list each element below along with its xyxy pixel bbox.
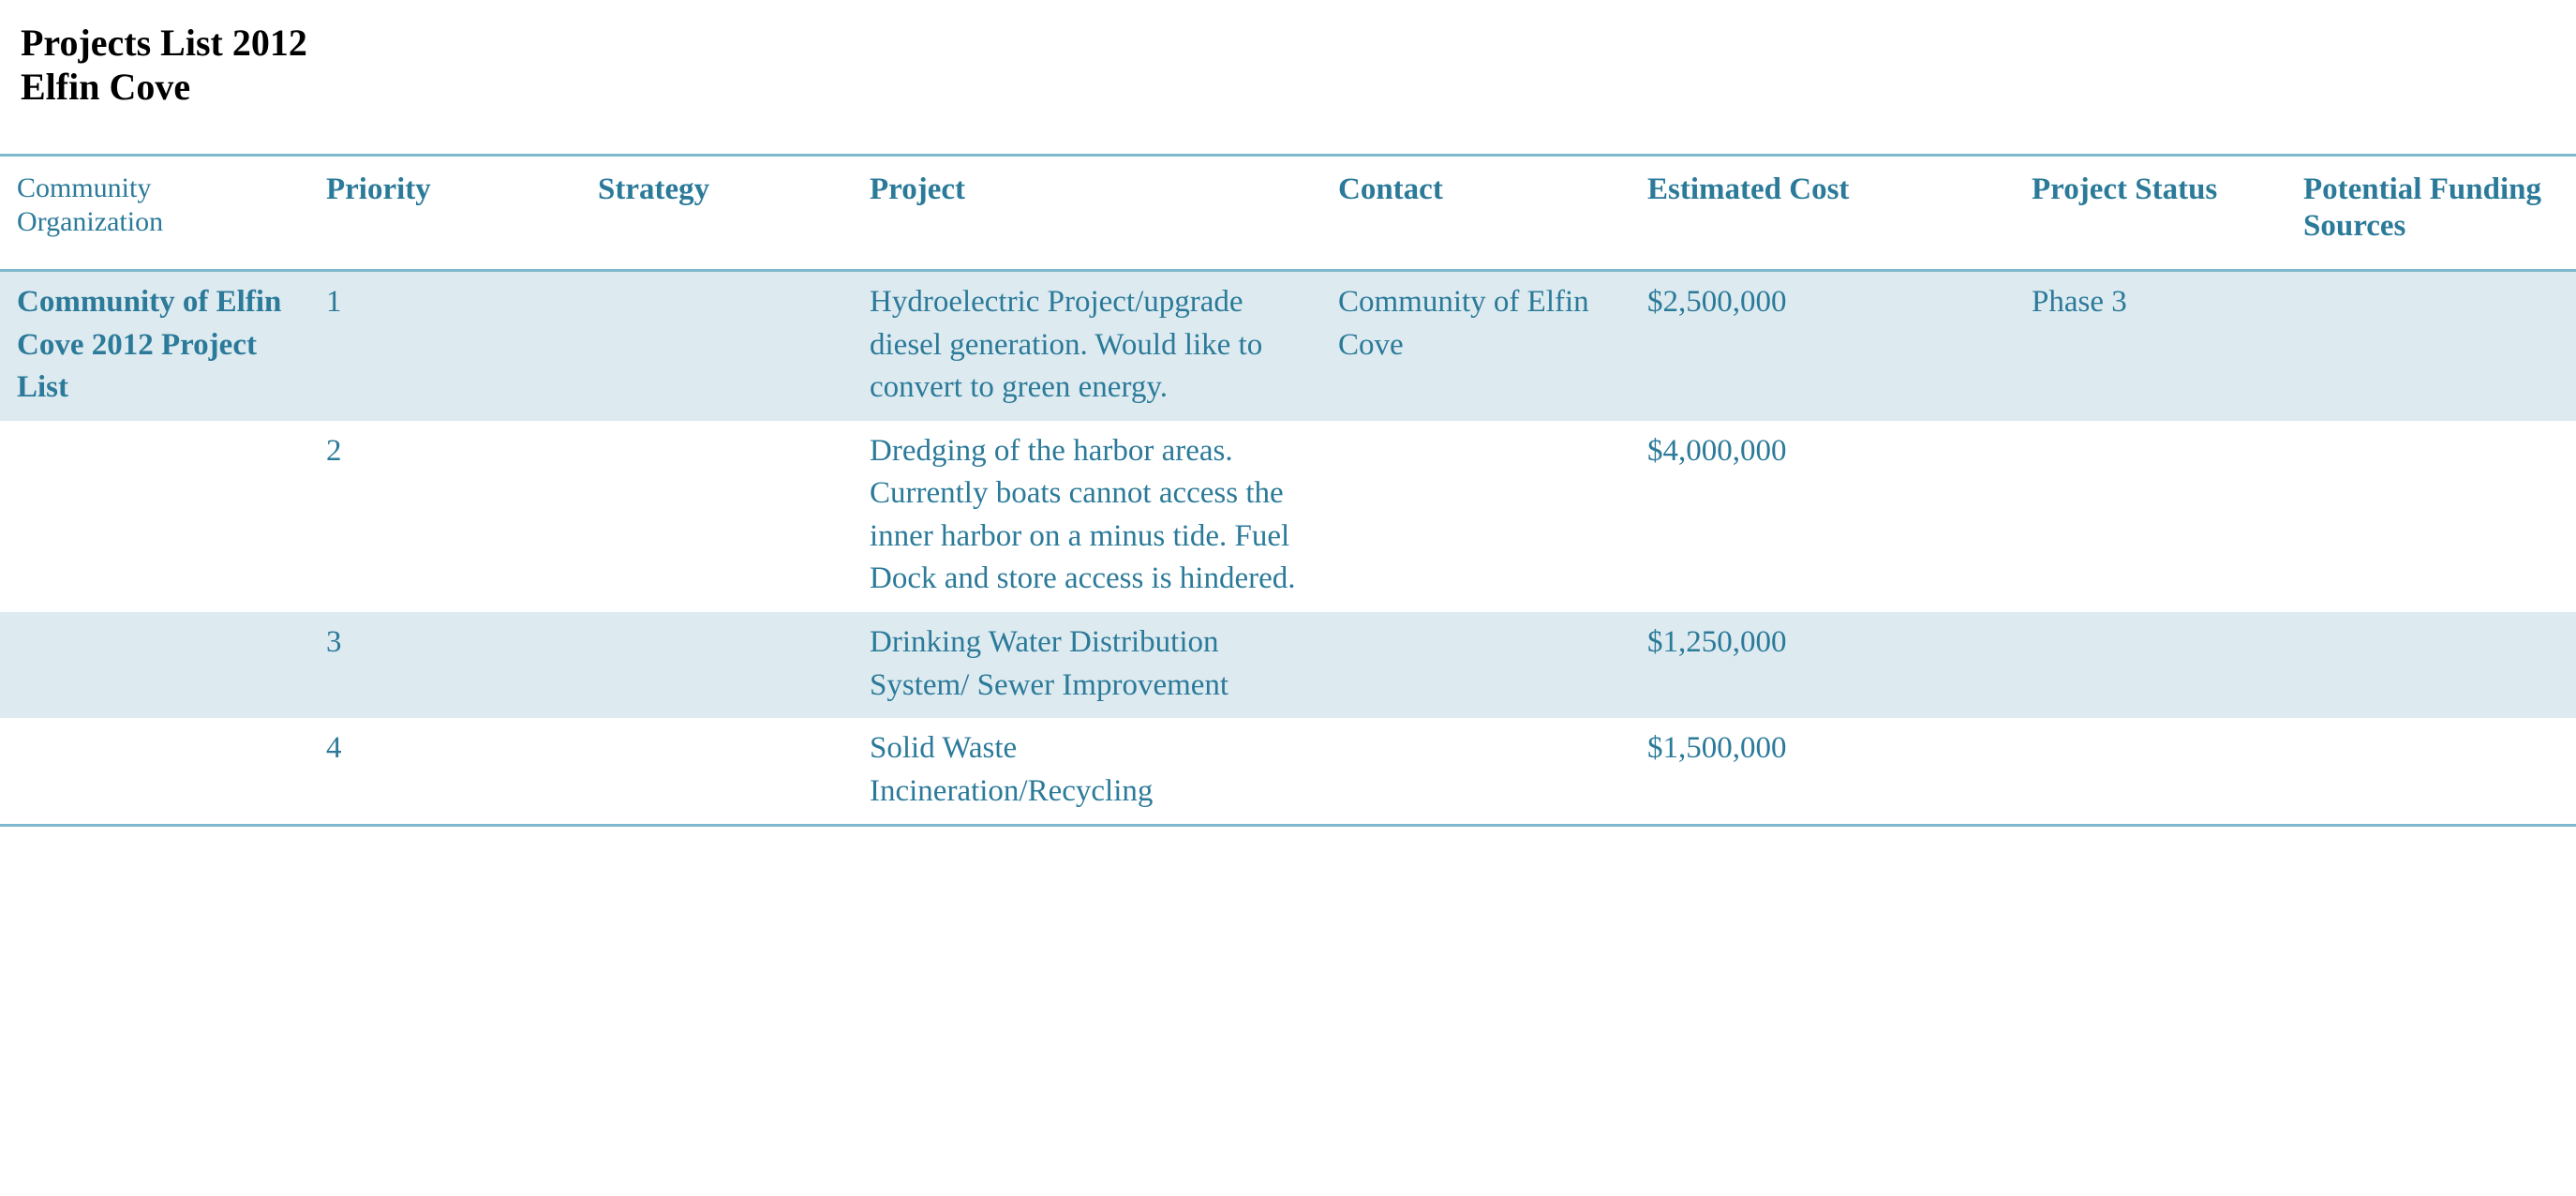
cell-project: Drinking Water Distribution System/ Sewer Improvement	[853, 612, 1321, 718]
cell-estimated-cost: $1,250,000	[1630, 612, 2015, 718]
cell-contact	[1321, 612, 1630, 718]
column-header-project: Project	[853, 156, 1321, 271]
projects-table	[0, 154, 2576, 827]
cell-organization	[0, 612, 309, 718]
column-header-strategy: Strategy	[581, 156, 853, 271]
cell-strategy	[581, 718, 853, 826]
cell-potential-funding	[2286, 612, 2576, 718]
cell-contact: Community of Elfin Cove	[1321, 271, 1630, 421]
column-header-organization: Community Organization	[0, 156, 309, 271]
cell-strategy	[581, 612, 853, 718]
cell-project-status: Phase 3	[2015, 271, 2286, 421]
cell-project-status	[2015, 612, 2286, 718]
cell-priority: 2	[326, 433, 342, 468]
page-title-line-2: Elfin Cove	[21, 66, 191, 109]
page-title-line-1: Projects List 2012	[21, 22, 307, 64]
cell-project-status	[2015, 718, 2286, 826]
table-row	[0, 421, 2576, 612]
table-row	[0, 612, 2576, 718]
cell-potential-funding	[2286, 271, 2576, 421]
cell-project-status	[2015, 421, 2286, 612]
cell-potential-funding	[2286, 421, 2576, 612]
table-header	[0, 156, 2576, 271]
cell-estimated-cost: $1,500,000	[1630, 718, 2015, 826]
table-body	[0, 271, 2576, 826]
cell-project: Dredging of the harbor areas. Currently boats cannot access the inner harbor on a minus tide. Fuel Dock and store access is hindered.	[870, 433, 1296, 596]
column-header-estimated-cost: Estimated Cost	[1630, 156, 2015, 271]
cell-organization	[0, 718, 309, 826]
cell-potential-funding	[2286, 718, 2576, 826]
cell-strategy	[581, 421, 853, 612]
column-header-project-status: Project Status	[2015, 156, 2286, 271]
column-header-priority: Priority	[309, 156, 581, 271]
cell-contact	[1321, 421, 1630, 612]
cell-organization	[0, 421, 309, 612]
cell-strategy	[581, 271, 853, 421]
cell-organization: Community of Elfin Cove 2012 Project List	[0, 271, 309, 421]
cell-project: Solid Waste Incineration/Recycling	[853, 718, 1321, 826]
cell-project: Hydroelectric Project/upgrade diesel generation. Would like to convert to green energy.	[853, 271, 1321, 421]
cell-priority: 3	[309, 612, 581, 718]
cell-priority: 1	[309, 271, 581, 421]
cell-estimated-cost: $2,500,000	[1630, 271, 2015, 421]
table-row	[0, 271, 2576, 421]
cell-priority: 4	[309, 718, 581, 826]
page-title	[0, 21, 2576, 109]
table-row	[0, 718, 2576, 826]
column-header-potential-funding: Potential Funding Sources	[2286, 156, 2576, 271]
column-header-contact: Contact	[1321, 156, 1630, 271]
table-header-row	[0, 156, 2576, 271]
cell-estimated-cost: $4,000,000	[1647, 433, 1787, 468]
cell-contact	[1321, 718, 1630, 826]
